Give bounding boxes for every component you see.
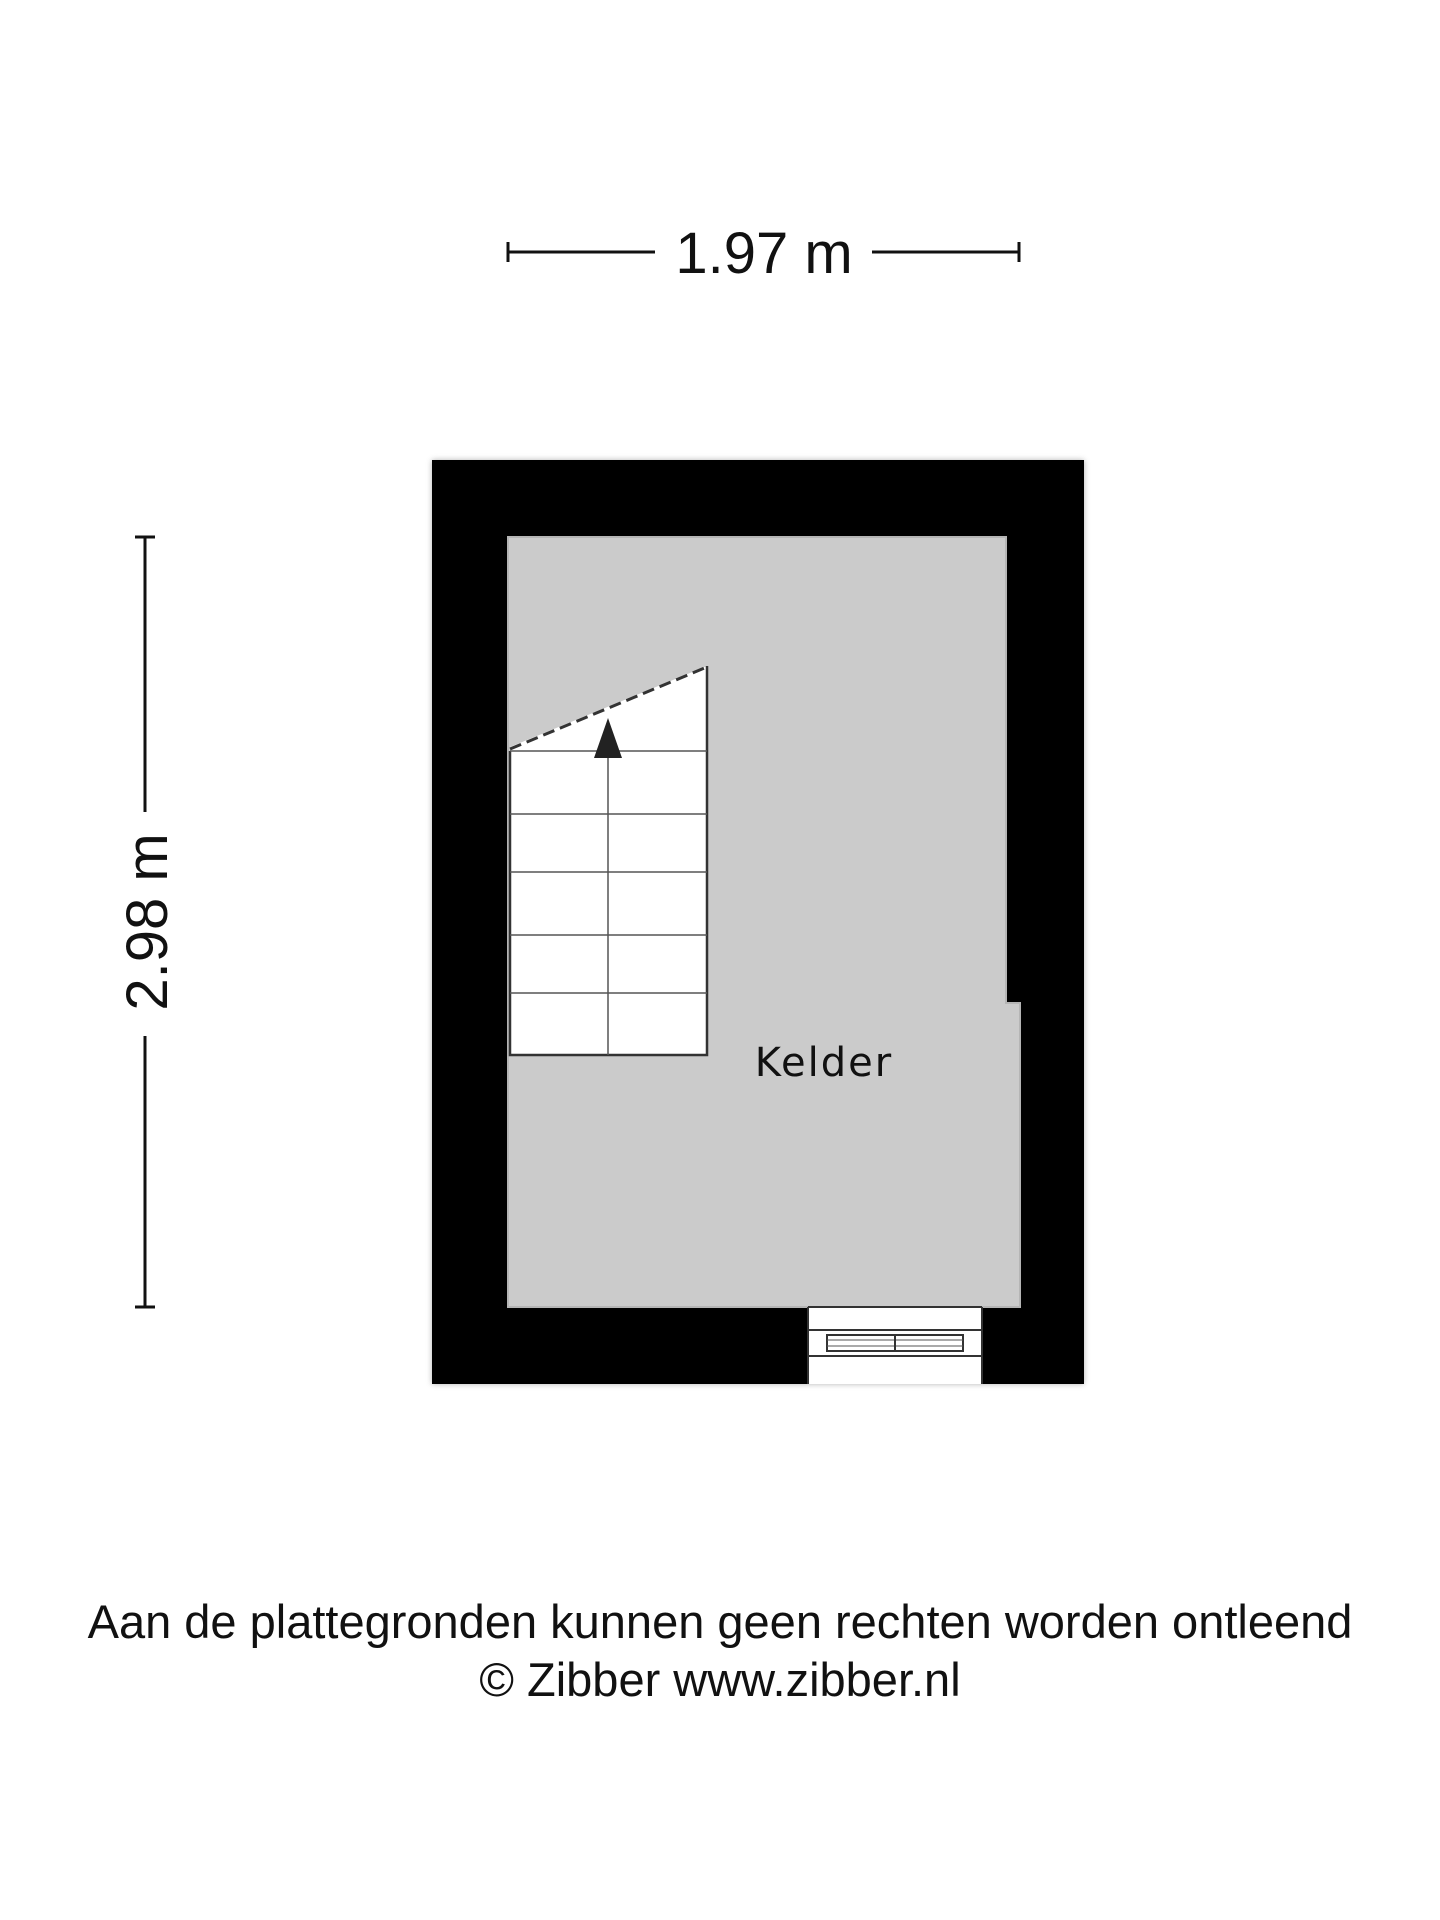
footer-copyright: © Zibber www.zibber.nl bbox=[479, 1653, 961, 1706]
width-dimension bbox=[508, 221, 1019, 286]
height-dimension bbox=[115, 537, 180, 1307]
room-label-kelder: Kelder bbox=[754, 1040, 894, 1086]
width-dimension-label: 1.97 m bbox=[675, 221, 853, 286]
height-dimension-label: 2.98 m bbox=[115, 833, 180, 1011]
footer-disclaimer: Aan de plattegronden kunnen geen rechten worden ontleend bbox=[87, 1595, 1353, 1648]
window-opening bbox=[808, 1307, 982, 1384]
